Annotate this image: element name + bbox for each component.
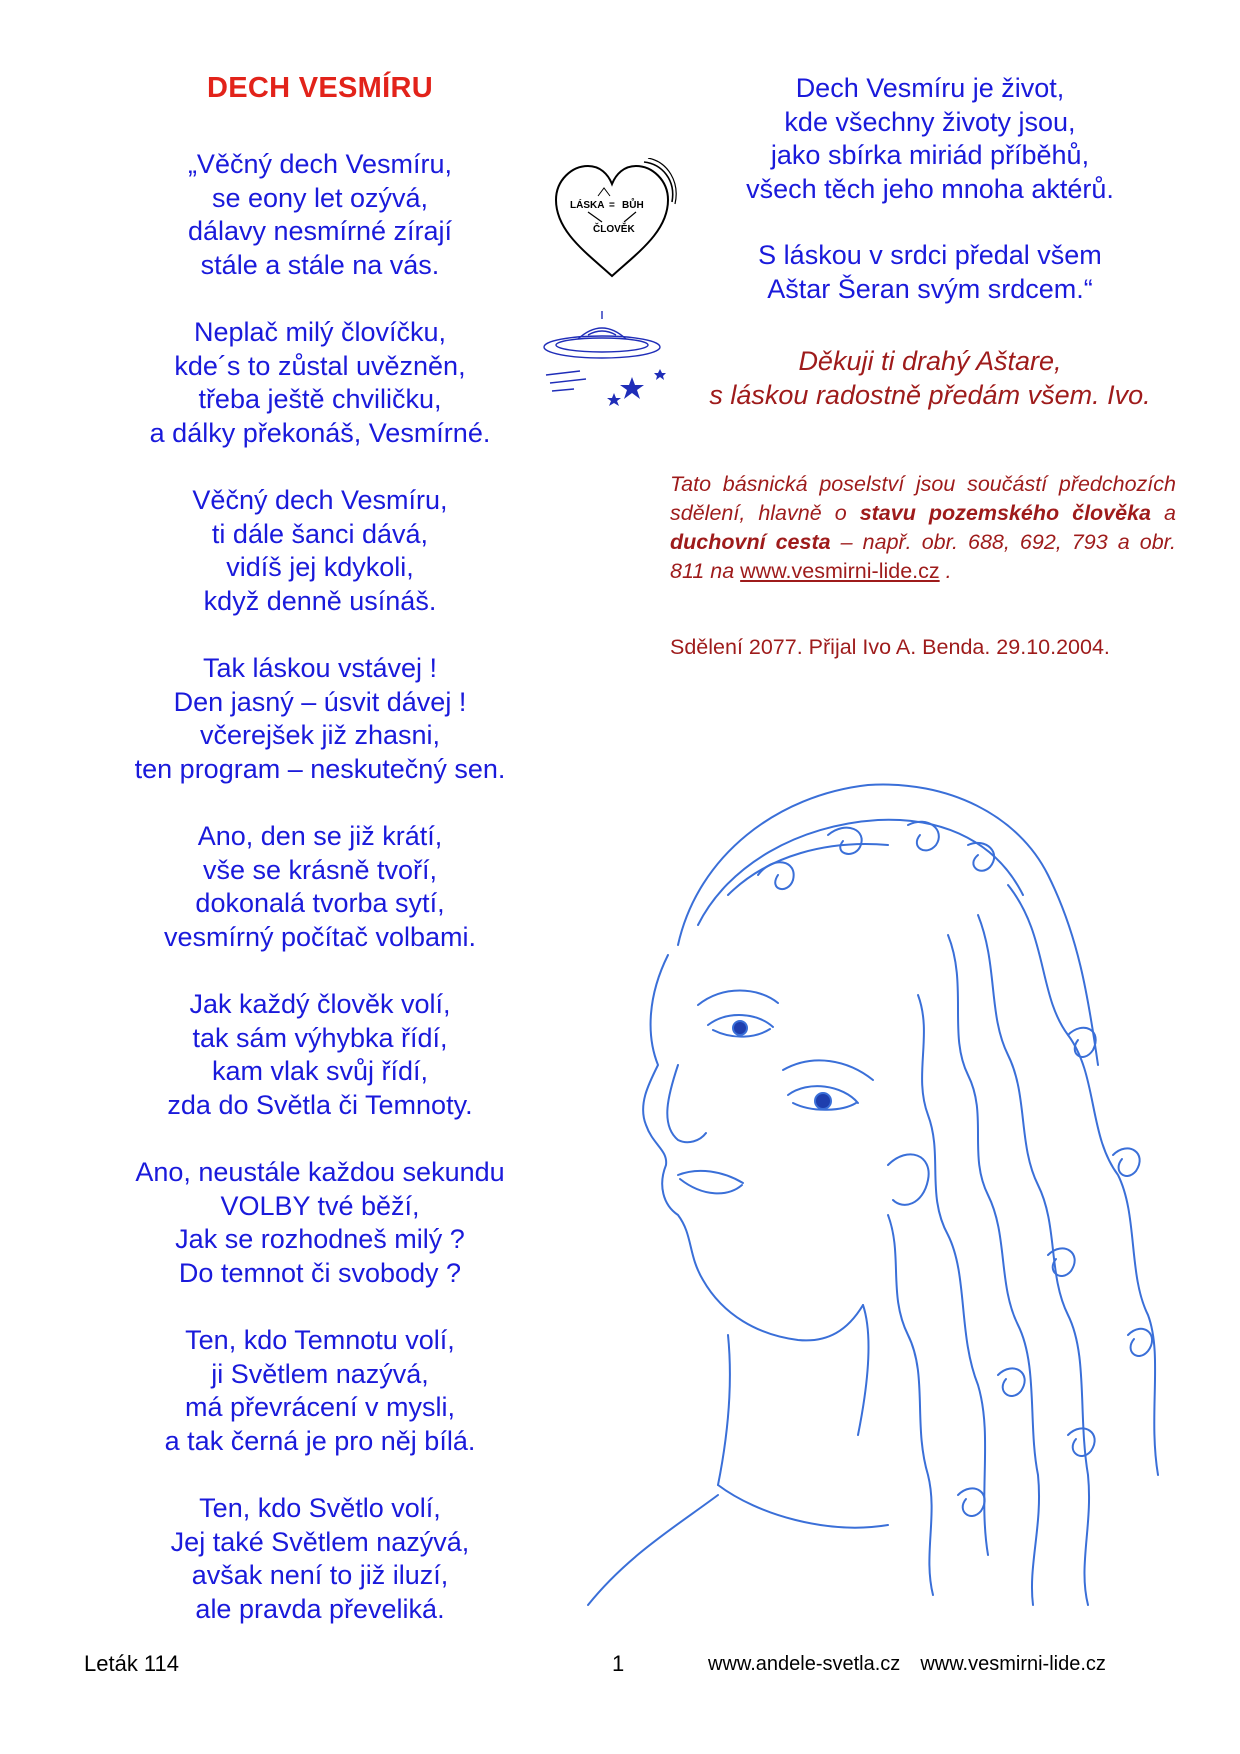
poem-stanza [80, 1324, 560, 1458]
note-text: . [939, 559, 952, 583]
poem-line: ale pravda převeliká. [195, 1593, 445, 1624]
poem-line: Ten, kdo Světlo volí, [199, 1493, 441, 1523]
poem-line: kam vlak svůj řídí, [211, 1056, 429, 1086]
poem-line: ji Světlem nazývá, [211, 1358, 429, 1389]
poem-line: dokonalá tvorba sytí, [195, 888, 445, 918]
message-info-line: Sdělení 2077. Přijal Ivo A. Benda. 29.10.2004. [670, 635, 1110, 659]
poem-line: Jak se rozhodneš milý ? [175, 1224, 465, 1254]
poem-line: se eony let ozývá, [211, 182, 429, 213]
note-text: a [1151, 501, 1176, 525]
note-bold-text: stavu pozemského člověka [859, 501, 1152, 525]
poem-line: a tak černá je pro něj bílá. [164, 1425, 476, 1456]
page-title: DECH VESMÍRU [207, 72, 433, 104]
poem-line: Do temnot či svobody ? [178, 1257, 462, 1288]
poem-line: a dálky překonáš, Vesmírné. [149, 417, 491, 448]
poem-line: tak sám výhybka řídí, [192, 1022, 448, 1053]
poem-stanza [80, 148, 560, 282]
poem-line: dálavy nesmírné zírají [187, 216, 453, 246]
poem-line: když denně usínáš. [203, 585, 437, 616]
poem-line: Jak každý člověk volí, [189, 989, 451, 1019]
poem-line: S láskou v srdci předal všem [758, 240, 1102, 270]
footer-leaflet-number: Leták 114 [84, 1651, 180, 1676]
poem-line: Ten, kdo Temnotu volí, [185, 1325, 455, 1355]
poem-stanza [80, 820, 560, 954]
poem-line: stále a stále na vás. [200, 249, 440, 280]
poem-line: Aštar Šeran svým srdcem.“ [767, 273, 1093, 304]
heart-logo-text-left: LÁSKA [570, 200, 605, 211]
poem-stanza [80, 484, 560, 618]
poem-line: Dech Vesmíru je život, [795, 73, 1065, 103]
poem-line: jako sbírka miriád příběhů, [770, 140, 1090, 170]
poem-line: kde´s to zůstal uvězněn, [174, 350, 466, 381]
poem-line: Ano, neustále každou sekundu [135, 1157, 505, 1187]
note-bold-text: duchovní cesta [670, 530, 831, 554]
poem-line: avšak není to již iluzí, [191, 1560, 449, 1590]
note-paragraph [670, 470, 1176, 586]
poem-stanza [80, 1156, 560, 1290]
thanks-block [660, 344, 1200, 412]
heart-logo-text-bottom: ČLOVĚK [593, 224, 635, 235]
poem-line: včerejšek již zhasni, [199, 720, 441, 750]
note-text: Tato básnická poselství jsou součástí předchozích sdělení, hlavně o [670, 472, 1176, 525]
footer-page-number: 1 [612, 1651, 625, 1676]
poem-left-column [80, 148, 560, 1660]
poem-line: ti dále šanci dává, [211, 518, 429, 549]
poem-line: vidíš jej kdykoli, [226, 552, 414, 582]
heart-logo-text-right: BŮH [622, 200, 644, 211]
poem-line: Tak láskou vstávej ! [202, 653, 438, 683]
footer-link-andele-svetla[interactable]: www.andele-svetla.cz [708, 1653, 901, 1675]
thanks-line: Děkuji ti drahý Aštare, [798, 346, 1062, 376]
heart-logo-text-equals: = [609, 200, 615, 211]
poem-line: VOLBY tvé běží, [220, 1190, 420, 1221]
poem-line: „Věčný dech Vesmíru, [187, 149, 453, 179]
footer-links [708, 1653, 1106, 1676]
woman-portrait-drawing [528, 735, 1168, 1615]
poem-line: Ano, den se již krátí, [197, 821, 443, 851]
note-website-link[interactable]: www.vesmirni-lide.cz [740, 559, 940, 583]
poem-line: vesmírný počítač volbami. [163, 921, 477, 952]
poem-stanza [80, 1492, 560, 1626]
thanks-line: s láskou radostně předám všem. Ivo. [709, 380, 1151, 410]
poem-line: vše se krásně tvoří, [202, 854, 438, 885]
poem-right-column [680, 72, 1180, 339]
poem-line: Věčný dech Vesmíru, [192, 485, 448, 515]
poem-stanza [80, 316, 560, 450]
poem-stanza [680, 239, 1180, 306]
footer-link-vesmirni-lide[interactable]: www.vesmirni-lide.cz [920, 1653, 1106, 1675]
poem-line: zda do Světla či Temnoty. [167, 1089, 473, 1120]
poem-line: Jej také Světlem nazývá, [170, 1526, 470, 1557]
heart-logo-icon [548, 158, 678, 288]
poem-stanza [680, 72, 1180, 206]
poem-line: Den jasný – úsvit dávej ! [173, 686, 467, 717]
poem-line: všech těch jeho mnoha aktérů. [746, 173, 1114, 204]
poem-line: ten program – neskutečný sen. [134, 753, 506, 784]
poem-stanza [80, 652, 560, 786]
poem-stanza [80, 988, 560, 1122]
poem-line: Neplač milý človíčku, [193, 317, 447, 347]
poem-line: kde všechny životy jsou, [784, 106, 1076, 137]
poem-line: má převrácení v mysli, [184, 1392, 456, 1422]
poem-line: třeba ještě chviličku, [198, 384, 442, 414]
note-text: – např. obr. 688, 692, 793 a obr. 811 na [670, 530, 1176, 583]
ufo-icon [540, 305, 680, 415]
